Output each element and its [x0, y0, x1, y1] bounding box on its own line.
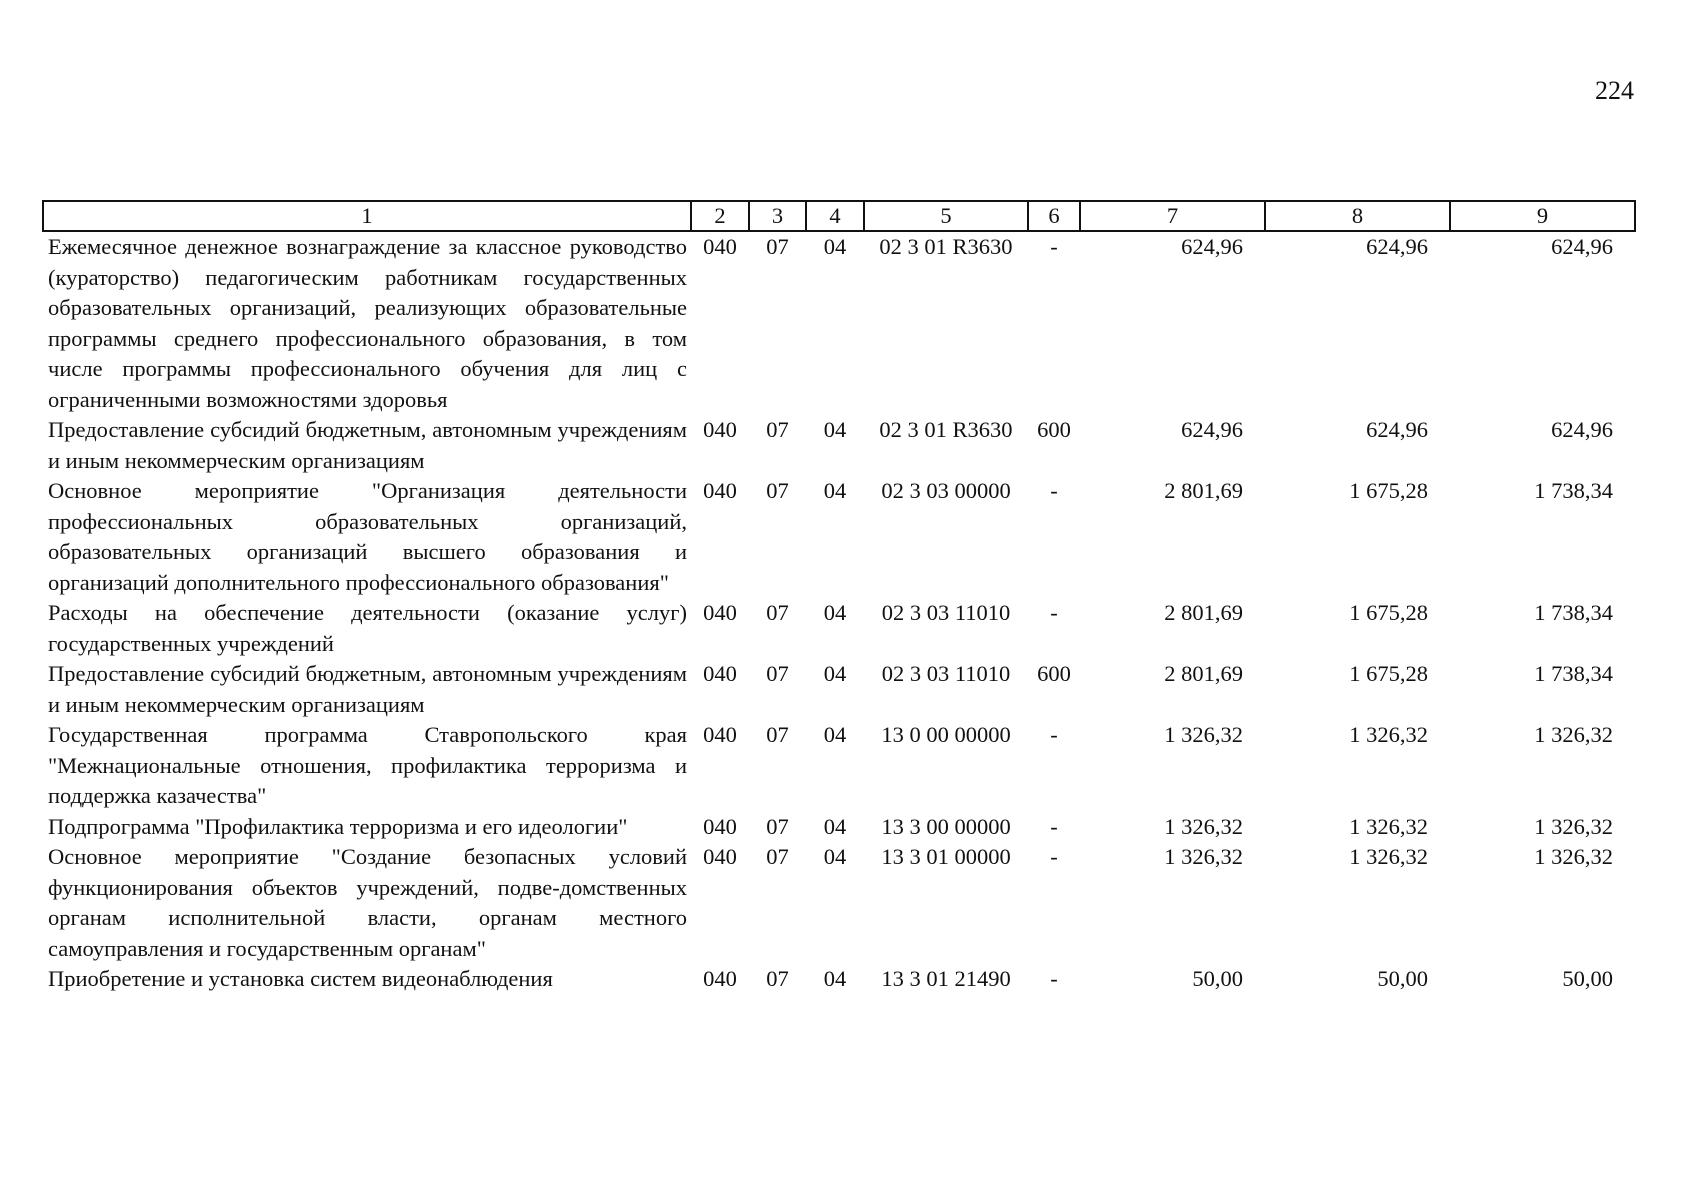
section-code: 07: [766, 661, 789, 686]
expense-type-code: 600: [1037, 661, 1071, 686]
row-description: Ежемесячное денежное вознаграждение за классное руководство (кураторство) педагогическим работникам государственных образовательных организаций, реализующих образовательные программы среднего профессионального образования, в том числе программы профессионального обучения для лиц с ограниченными возможностями здоровья: [48, 234, 687, 412]
column-header-3: 3: [749, 201, 806, 231]
column-header-1: 1: [43, 201, 691, 231]
amount-col-8: 624,96: [1366, 417, 1428, 442]
expense-type-code: -: [1050, 600, 1058, 625]
amount-col-7: 624,96: [1181, 234, 1243, 259]
ministry-code: 040: [703, 966, 737, 991]
expense-type-code: -: [1050, 844, 1058, 869]
amount-col-9: 1 326,32: [1534, 844, 1613, 869]
table-row: [43, 231, 1635, 415]
table-row: [43, 964, 1635, 995]
subsection-code: 04: [823, 478, 847, 503]
ministry-code: 040: [703, 661, 737, 686]
table-row: [43, 415, 1635, 476]
column-header-4: 4: [806, 201, 864, 231]
section-code: 07: [766, 600, 789, 625]
expense-type-code: -: [1050, 966, 1058, 991]
ministry-code: 040: [703, 722, 737, 747]
expense-type-code: -: [1050, 478, 1058, 503]
subsection-code: 04: [823, 234, 847, 259]
column-header-2: 2: [691, 201, 749, 231]
subsection-code: 04: [823, 813, 847, 839]
row-description: Основное мероприятие "Создание безопасных условий функционирования объектов учреждений, подве-домственных органам исполнительной власти, органам местного самоуправления и государственным органам": [48, 844, 687, 961]
row-description: Предоставление субсидий бюджетным, автономным учреждениям и иным некоммерческим организациям: [48, 417, 687, 473]
section-code: 07: [766, 966, 789, 991]
column-header-8: 8: [1265, 201, 1450, 231]
ministry-code: 040: [703, 417, 737, 442]
table-row: [43, 842, 1635, 964]
page-number: 224: [1595, 76, 1634, 105]
amount-col-8: 1 675,28: [1349, 478, 1428, 503]
ministry-code: 040: [703, 234, 737, 259]
table-row: [43, 476, 1635, 598]
amount-col-7: 50,00: [1192, 966, 1243, 991]
expense-type-code: -: [1050, 813, 1058, 839]
amount-col-9: 624,96: [1551, 234, 1613, 259]
target-article-code: 02 3 03 11010: [881, 600, 1011, 625]
subsection-code: 04: [823, 417, 847, 442]
amount-col-9: 1 738,34: [1534, 478, 1613, 503]
subsection-code: 04: [823, 722, 847, 747]
ministry-code: 040: [703, 600, 737, 625]
ministry-code: 040: [703, 813, 737, 839]
expense-type-code: -: [1050, 722, 1058, 747]
section-code: 07: [766, 478, 789, 503]
amount-col-7: 1 326,32: [1164, 722, 1243, 747]
expense-type-code: 600: [1037, 417, 1071, 442]
column-header-5: 5: [864, 201, 1028, 231]
amount-col-7: 2 801,69: [1164, 600, 1243, 625]
amount-col-8: 50,00: [1377, 966, 1428, 991]
table-row: [43, 720, 1635, 812]
target-article-code: 13 0 00 00000: [881, 722, 1011, 747]
row-description: Государственная программа Ставропольского края "Межнациональные отношения, профилактика терроризма и поддержка казачества": [48, 722, 687, 808]
row-description: Основное мероприятие "Организация деятельности профессиональных образовательных организаций, образовательных организаций высшего образования и организаций дополнительного профессионального образования": [48, 478, 687, 595]
subsection-code: 04: [823, 844, 847, 869]
subsection-code: 04: [823, 966, 847, 991]
amount-col-9: 1 326,32: [1534, 813, 1613, 839]
amount-col-7: 2 801,69: [1164, 661, 1243, 686]
ministry-code: 040: [703, 844, 737, 869]
ministry-code: 040: [703, 478, 737, 503]
amount-col-9: 50,00: [1562, 966, 1613, 991]
target-article-code: 02 3 01 R3630: [879, 417, 1013, 442]
column-header-7: 7: [1080, 201, 1265, 231]
subsection-code: 04: [823, 661, 847, 686]
column-header-6: 6: [1028, 201, 1080, 231]
budget-table: [42, 200, 1636, 995]
header-row: [43, 201, 1635, 231]
amount-col-8: 1 326,32: [1349, 722, 1428, 747]
target-article-code: 02 3 03 00000: [881, 478, 1011, 503]
target-article-code: 13 3 00 00000: [881, 813, 1011, 839]
section-code: 07: [766, 234, 789, 259]
row-description: Предоставление субсидий бюджетным, автономным учреждениям и иным некоммерческим организациям: [48, 661, 687, 717]
section-code: 07: [766, 722, 789, 747]
target-article-code: 13 3 01 00000: [881, 844, 1011, 869]
amount-col-7: 624,96: [1181, 417, 1243, 442]
amount-col-9: 624,96: [1551, 417, 1613, 442]
target-article-code: 02 3 01 R3630: [879, 234, 1013, 259]
section-code: 07: [766, 844, 789, 869]
table-row: [43, 598, 1635, 659]
amount-col-9: 1 326,32: [1534, 722, 1613, 747]
expense-type-code: -: [1050, 234, 1058, 259]
amount-col-8: 1 326,32: [1349, 813, 1428, 839]
row-description: Подпрограмма "Профилактика терроризма и его идеологии": [48, 813, 628, 839]
target-article-code: 13 3 01 21490: [881, 966, 1011, 991]
section-code: 07: [766, 417, 789, 442]
amount-col-9: 1 738,34: [1534, 661, 1613, 686]
amount-col-9: 1 738,34: [1534, 600, 1613, 625]
subsection-code: 04: [823, 600, 847, 625]
amount-col-8: 1 675,28: [1349, 600, 1428, 625]
amount-col-7: 2 801,69: [1164, 478, 1243, 503]
amount-col-8: 1 675,28: [1349, 661, 1428, 686]
table-row: [43, 659, 1635, 720]
column-header-9: 9: [1450, 201, 1635, 231]
row-description: Приобретение и установка систем видеонаблюдения: [48, 966, 553, 991]
amount-col-7: 1 326,32: [1164, 813, 1243, 839]
table-row: [43, 812, 1635, 843]
row-description: Расходы на обеспечение деятельности (оказание услуг) государственных учреждений: [48, 600, 687, 656]
amount-col-8: 624,96: [1366, 234, 1428, 259]
target-article-code: 02 3 03 11010: [881, 661, 1011, 686]
section-code: 07: [766, 813, 789, 839]
amount-col-8: 1 326,32: [1349, 844, 1428, 869]
amount-col-7: 1 326,32: [1164, 844, 1243, 869]
